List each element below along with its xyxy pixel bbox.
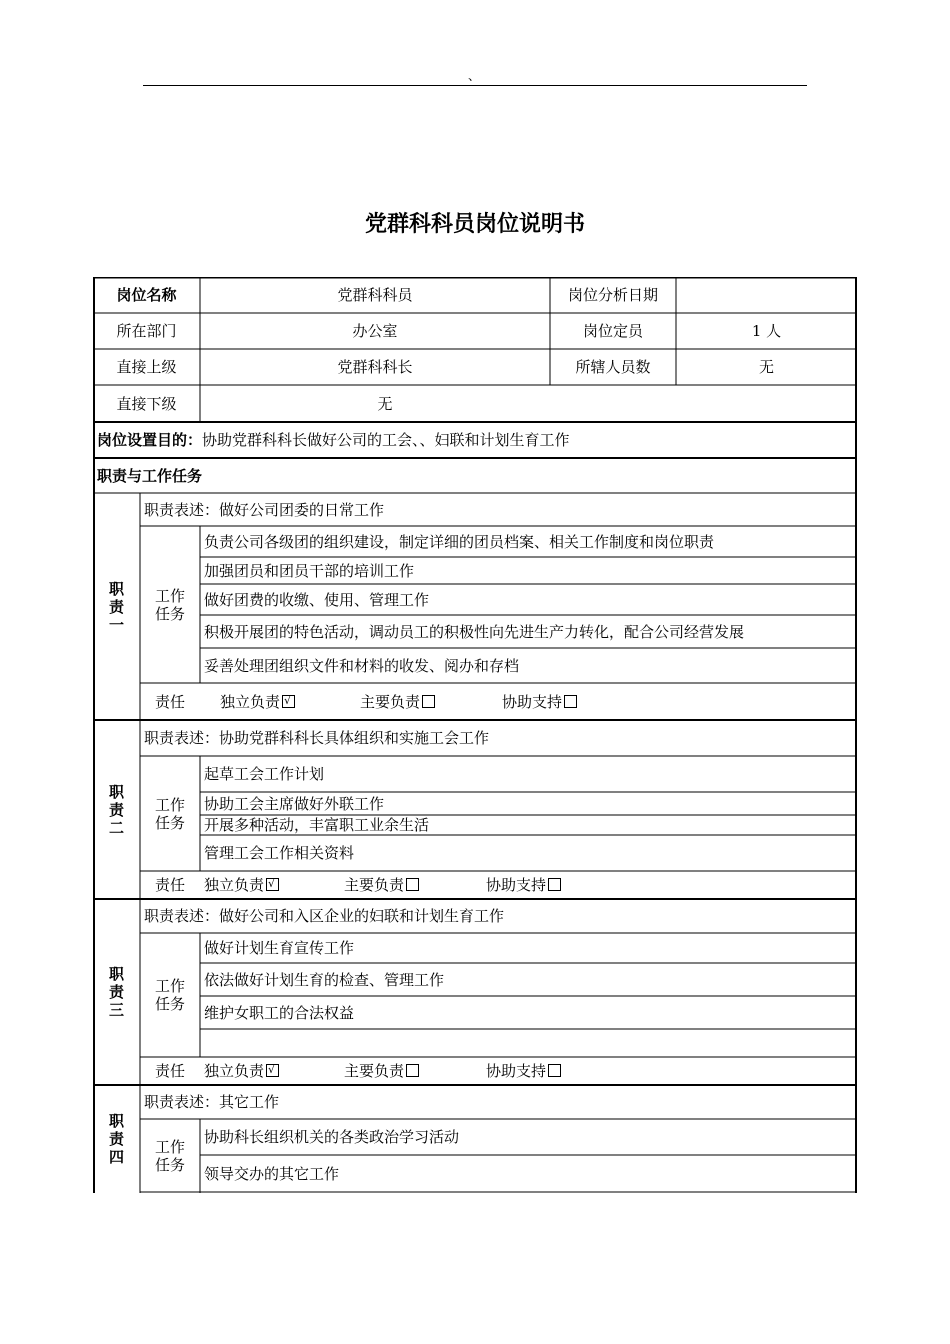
duty-4-task: 领导交办的其它工作	[204, 1164, 340, 1183]
primary-label: 主要负责	[360, 692, 421, 711]
duty-name-char: 一	[108, 615, 124, 634]
duty-4-statement: 职责表述：其它工作	[144, 1093, 280, 1111]
duty-3-task: 维护女职工的合法权益	[204, 1003, 355, 1022]
duty-3-responsibility-label: 责任	[154, 1062, 185, 1080]
position-name-label: 岗位名称	[116, 286, 177, 304]
independent-checkbox[interactable]	[266, 1064, 279, 1077]
subordinate-count-value: 无	[758, 358, 774, 376]
duty-4-task-label	[140, 1119, 200, 1192]
duty-name-char: 责	[108, 597, 124, 616]
task-label-line: 工作	[154, 795, 185, 814]
task-label-line: 工作	[154, 977, 185, 995]
analysis-date-value	[676, 277, 857, 313]
document-title: 党群科科员岗位说明书	[364, 212, 585, 237]
duty-3-task: 依法做好计划生育的检查、管理工作	[204, 970, 445, 989]
duty-3-task	[200, 1029, 857, 1057]
duty-4-task: 协助科长组织机关的各类政治学习活动	[204, 1128, 460, 1146]
duty-3-task-label	[140, 933, 200, 1057]
primary-checkbox[interactable]	[422, 695, 435, 708]
primary-checkbox[interactable]	[406, 1064, 419, 1077]
task-label-line: 工作	[154, 1137, 185, 1156]
duty-1-task-label	[140, 526, 200, 683]
department-label: 所在部门	[116, 322, 177, 340]
job-description-table	[93, 277, 857, 1193]
duty-name-char: 职	[108, 965, 124, 983]
duties-heading: 职责与工作任务	[97, 466, 203, 485]
duty-3-responsibility-options	[200, 1057, 857, 1085]
duty-name-char: 四	[108, 1148, 124, 1166]
duty-2-responsibility-options	[200, 871, 857, 899]
duty-2-name	[93, 720, 140, 899]
duty-name-char: 三	[108, 1001, 124, 1019]
independent-checkbox[interactable]	[282, 695, 295, 708]
assist-label: 协助支持	[502, 692, 563, 711]
primary-checkbox[interactable]	[406, 878, 419, 891]
header-mark: 、	[468, 69, 481, 83]
purpose-text: 协助党群科科长做好公司的工会、、妇联和计划生育工作	[202, 431, 570, 449]
duty-1-task: 负责公司各级团的组织建设，制定详细的团员档案、相关工作制度和岗位职责	[204, 532, 715, 551]
duty-name-char: 二	[108, 818, 124, 837]
task-label-line: 任务	[154, 813, 185, 832]
duty-2-task-label	[140, 756, 200, 871]
independent-label: 独立负责	[204, 876, 265, 894]
duty-1-task: 积极开展团的特色活动，调动员工的积极性向先进生产力转化，配合公司经营发展	[204, 622, 745, 641]
task-label-line: 任务	[154, 1155, 185, 1174]
duty-2-responsibility-label: 责任	[154, 876, 185, 894]
duty-1-statement: 职责表述：做好公司团委的日常工作	[144, 500, 385, 519]
duty-name-char: 责	[108, 983, 124, 1001]
duty-name-char: 责	[108, 800, 124, 819]
position-purpose	[93, 422, 857, 458]
task-label-line: 任务	[154, 995, 185, 1013]
subordinate-value: 无	[377, 394, 393, 413]
header-rule	[143, 85, 807, 86]
duty-2-task: 协助工会主席做好外联工作	[204, 794, 385, 813]
task-label-line: 工作	[154, 586, 185, 605]
duty-3-task: 做好计划生育宣传工作	[204, 939, 355, 957]
duty-1-responsibility-options	[200, 683, 857, 720]
primary-label: 主要负责	[344, 1062, 405, 1080]
assist-label: 协助支持	[486, 876, 547, 894]
superior-value: 党群科科长	[337, 358, 413, 376]
assist-label: 协助支持	[486, 1062, 547, 1080]
duty-name-char: 职	[108, 579, 124, 598]
subordinate-count-label: 所辖人员数	[575, 358, 651, 376]
independent-checkbox[interactable]	[266, 878, 279, 891]
primary-label: 主要负责	[344, 876, 405, 894]
department-value: 办公室	[352, 322, 398, 340]
duty-1-name	[93, 493, 140, 720]
assist-checkbox[interactable]	[548, 1064, 561, 1077]
duty-1-responsibility-label: 责任	[154, 692, 185, 711]
subordinate-label: 直接下级	[116, 394, 177, 413]
duty-name-char: 职	[108, 1112, 124, 1130]
duty-2-task: 开展多种活动，丰富职工业余生活	[204, 816, 430, 834]
duty-2-task: 起草工会工作计划	[204, 765, 325, 783]
duty-1-task: 加强团员和团员干部的培训工作	[204, 561, 415, 580]
superior-label: 直接上级	[116, 358, 177, 376]
duty-4-name	[93, 1085, 140, 1193]
independent-label: 独立负责	[204, 1062, 265, 1080]
assist-checkbox[interactable]	[548, 878, 561, 891]
duty-3-name	[93, 899, 140, 1085]
position-name-value: 党群科科员	[337, 286, 413, 304]
analysis-date-label: 岗位分析日期	[567, 286, 658, 304]
duty-1-task: 做好团费的收缴、使用、管理工作	[204, 590, 430, 609]
duty-name-char: 职	[108, 782, 124, 801]
duty-2-task: 管理工会工作相关资料	[204, 844, 355, 862]
independent-label: 独立负责	[220, 692, 281, 711]
duty-3-statement: 职责表述：做好公司和入区企业的妇联和计划生育工作	[144, 907, 505, 925]
duty-name-char: 责	[108, 1130, 124, 1148]
headcount-value: 1 人	[751, 322, 782, 340]
task-label-line: 任务	[154, 604, 185, 623]
assist-checkbox[interactable]	[564, 695, 577, 708]
headcount-label: 岗位定员	[582, 322, 643, 340]
duty-1-task: 妥善处理团组织文件和材料的收发、阅办和存档	[204, 656, 520, 675]
purpose-label: 岗位设置目的：	[97, 431, 203, 449]
duty-2-statement: 职责表述：协助党群科科长具体组织和实施工会工作	[144, 729, 490, 747]
